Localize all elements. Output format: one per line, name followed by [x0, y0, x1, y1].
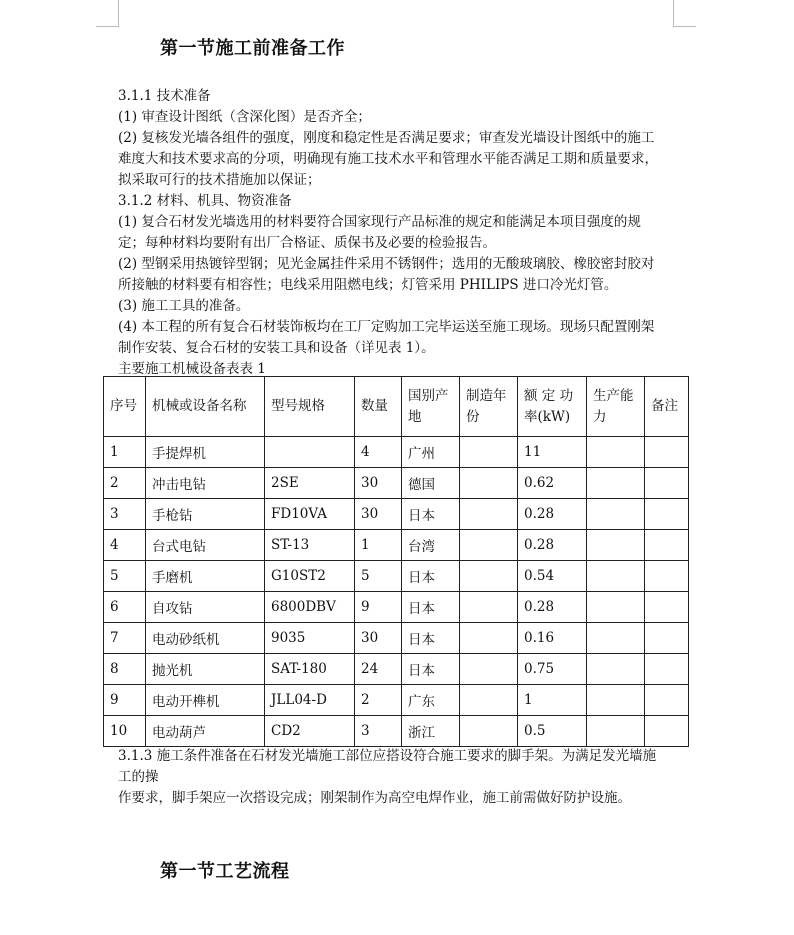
table-cell: 手枪钻 — [146, 499, 265, 530]
table-cell: 5 — [104, 561, 146, 592]
table-cell — [645, 499, 689, 530]
section-heading-preparation: 第一节施工前准备工作 — [160, 38, 345, 59]
table-cell: 德国 — [402, 468, 460, 499]
table-cell: 9 — [104, 685, 146, 716]
table-cell: 日本 — [402, 654, 460, 685]
paragraph-line: 制作安装、复合石材的安装工具和设备（详见表 1）。 — [118, 340, 435, 356]
table-cell — [460, 623, 518, 654]
table-cell: 2SE — [265, 468, 355, 499]
table-cell: 浙江 — [402, 716, 460, 747]
table-cell — [587, 437, 645, 468]
table-cell: 2 — [104, 468, 146, 499]
table-body — [104, 437, 689, 747]
paragraph-line: 3.1.3 施工条件准备在石材发光墙施工部位应搭设符合施工要求的脚手架。为满足发光墙施 — [118, 748, 657, 764]
table-cell — [460, 685, 518, 716]
table-row — [104, 530, 689, 561]
table-cell — [460, 437, 518, 468]
table-cell: 手磨机 — [146, 561, 265, 592]
table-cell: 30 — [355, 623, 402, 654]
table-row — [104, 468, 689, 499]
table-cell: 2 — [355, 685, 402, 716]
table-cell: 0.54 — [518, 561, 587, 592]
table-cell: 日本 — [402, 499, 460, 530]
header-cell: 制造年份 — [460, 377, 518, 437]
section-heading-process-flow: 第一节工艺流程 — [160, 861, 290, 882]
table-cell: 6 — [104, 592, 146, 623]
table-cell — [645, 685, 689, 716]
header-cell: 序号 — [104, 377, 146, 437]
table-cell: 10 — [104, 716, 146, 747]
paragraph-line: (2) 复核发光墙各组件的强度，刚度和稳定性是否满足要求；审查发光墙设计图纸中的施工 — [118, 130, 655, 146]
paragraph-line: (2) 型钢采用热镀锌型钢；见光金属挂件采用不锈钢件；选用的无酸玻璃胶、橡胶密封胶对 — [118, 256, 655, 272]
header-cell: 备注 — [645, 377, 689, 437]
table-cell: 5 — [355, 561, 402, 592]
table-row — [104, 685, 689, 716]
header-cell: 型号规格 — [265, 377, 355, 437]
table-cell: 0.16 — [518, 623, 587, 654]
table-cell: 手提焊机 — [146, 437, 265, 468]
table-cell: 电动砂纸机 — [146, 623, 265, 654]
table-cell — [460, 530, 518, 561]
page-corner-mark-right — [673, 0, 696, 27]
table-cell — [587, 499, 645, 530]
paragraph-line: (1) 审查设计图纸（含深化图）是否齐全； — [118, 109, 371, 125]
table-cell: 9035 — [265, 623, 355, 654]
table-cell: 日本 — [402, 561, 460, 592]
table-cell: 7 — [104, 623, 146, 654]
paragraph-line: 难度大和技术要求高的分项，明确现有施工技术水平和管理水平能否满足工期和质量要求， — [118, 151, 658, 167]
equipment-table — [103, 376, 689, 747]
table-cell: 9 — [355, 592, 402, 623]
table-cell: FD10VA — [265, 499, 355, 530]
site-conditions-section — [118, 746, 678, 809]
table-cell: 4 — [355, 437, 402, 468]
table-cell: 30 — [355, 468, 402, 499]
table-cell: 台式电钻 — [146, 530, 265, 561]
paragraph-line: 工的操 — [118, 769, 159, 785]
table-cell: 日本 — [402, 623, 460, 654]
table-row — [104, 499, 689, 530]
subsection-title: 3.1.2 材料、机具、物资准备 — [118, 193, 292, 209]
table-cell: 24 — [355, 654, 402, 685]
table-row — [104, 437, 689, 468]
table-cell — [460, 592, 518, 623]
paragraph-line: (1) 复合石材发光墙选用的材料要符合国家现行产品标准的规定和能满足本项目强度的规 — [118, 214, 641, 230]
paragraph-line: 拟采取可行的技术措施加以保证； — [118, 172, 321, 188]
table-cell — [460, 468, 518, 499]
paragraph-line: 所接触的材料要有相容性；电线采用阻燃电线；灯管采用 PHILIPS 进口冷光灯管。 — [118, 277, 618, 293]
table-cell — [645, 623, 689, 654]
table-row — [104, 592, 689, 623]
table-cell — [645, 437, 689, 468]
table-cell — [587, 530, 645, 561]
table-cell — [645, 716, 689, 747]
table-cell: 台湾 — [402, 530, 460, 561]
table-cell: 冲击电钻 — [146, 468, 265, 499]
paragraph-line: 作要求，脚手架应一次搭设完成；刚架制作为高空电焊作业，施工前需做好防护设施。 — [118, 790, 631, 806]
table-cell — [460, 654, 518, 685]
table-cell — [587, 592, 645, 623]
table-cell — [460, 561, 518, 592]
table-cell: 日本 — [402, 592, 460, 623]
table-cell — [460, 499, 518, 530]
table-cell: 1 — [104, 437, 146, 468]
table-cell: 0.28 — [518, 499, 587, 530]
technical-preparation-section — [118, 86, 678, 359]
table-cell: G10ST2 — [265, 561, 355, 592]
table-cell: SAT-180 — [265, 654, 355, 685]
table-cell — [460, 716, 518, 747]
table-cell — [587, 654, 645, 685]
table-cell — [587, 561, 645, 592]
paragraph-line: (4) 本工程的所有复合石材装饰板均在工厂定购加工完毕运送至施工现场。现场只配置刚架 — [118, 319, 655, 335]
table-cell — [587, 685, 645, 716]
table-cell — [645, 561, 689, 592]
table-cell: 6800DBV — [265, 592, 355, 623]
table-caption: 主要施工机械设备表表 1 — [118, 361, 266, 377]
table-cell — [645, 654, 689, 685]
table-cell: CD2 — [265, 716, 355, 747]
table-row — [104, 623, 689, 654]
table-cell: 3 — [355, 716, 402, 747]
table-cell — [587, 716, 645, 747]
table-cell: JLL04-D — [265, 685, 355, 716]
table-cell: 0.28 — [518, 592, 587, 623]
table-cell — [645, 592, 689, 623]
table-cell: 3 — [104, 499, 146, 530]
table-cell: 电动葫芦 — [146, 716, 265, 747]
table-row — [104, 654, 689, 685]
table-cell: 1 — [518, 685, 587, 716]
page-corner-mark-left — [96, 0, 119, 27]
header-cell: 国别产地 — [402, 377, 460, 437]
table-cell: 广东 — [402, 685, 460, 716]
table-cell: 0.5 — [518, 716, 587, 747]
table-cell — [645, 530, 689, 561]
table-cell: 11 — [518, 437, 587, 468]
header-cell: 数量 — [355, 377, 402, 437]
paragraph-line: 定；每种材料均要附有出厂合格证、质保书及必要的检验报告。 — [118, 235, 496, 251]
table-cell: 1 — [355, 530, 402, 561]
table-cell — [587, 623, 645, 654]
table-row — [104, 716, 689, 747]
table-cell — [645, 468, 689, 499]
table-cell: ST-13 — [265, 530, 355, 561]
header-cell: 机械或设备名称 — [146, 377, 265, 437]
subsection-title: 3.1.1 技术准备 — [118, 88, 211, 104]
table-cell: 0.28 — [518, 530, 587, 561]
table-cell: 电动开榫机 — [146, 685, 265, 716]
table-row — [104, 561, 689, 592]
table-header-row — [104, 377, 689, 437]
table-cell: 自攻钻 — [146, 592, 265, 623]
table-cell: 30 — [355, 499, 402, 530]
table-cell: 广州 — [402, 437, 460, 468]
header-cell: 生产能力 — [587, 377, 645, 437]
table-cell: 4 — [104, 530, 146, 561]
table-cell — [265, 437, 355, 468]
table-cell: 8 — [104, 654, 146, 685]
paragraph-line: (3) 施工工具的准备。 — [118, 298, 250, 314]
table-cell: 0.75 — [518, 654, 587, 685]
table-cell: 0.62 — [518, 468, 587, 499]
table-cell: 抛光机 — [146, 654, 265, 685]
table-cell — [587, 468, 645, 499]
header-cell: 额 定 功率(kW) — [518, 377, 587, 437]
